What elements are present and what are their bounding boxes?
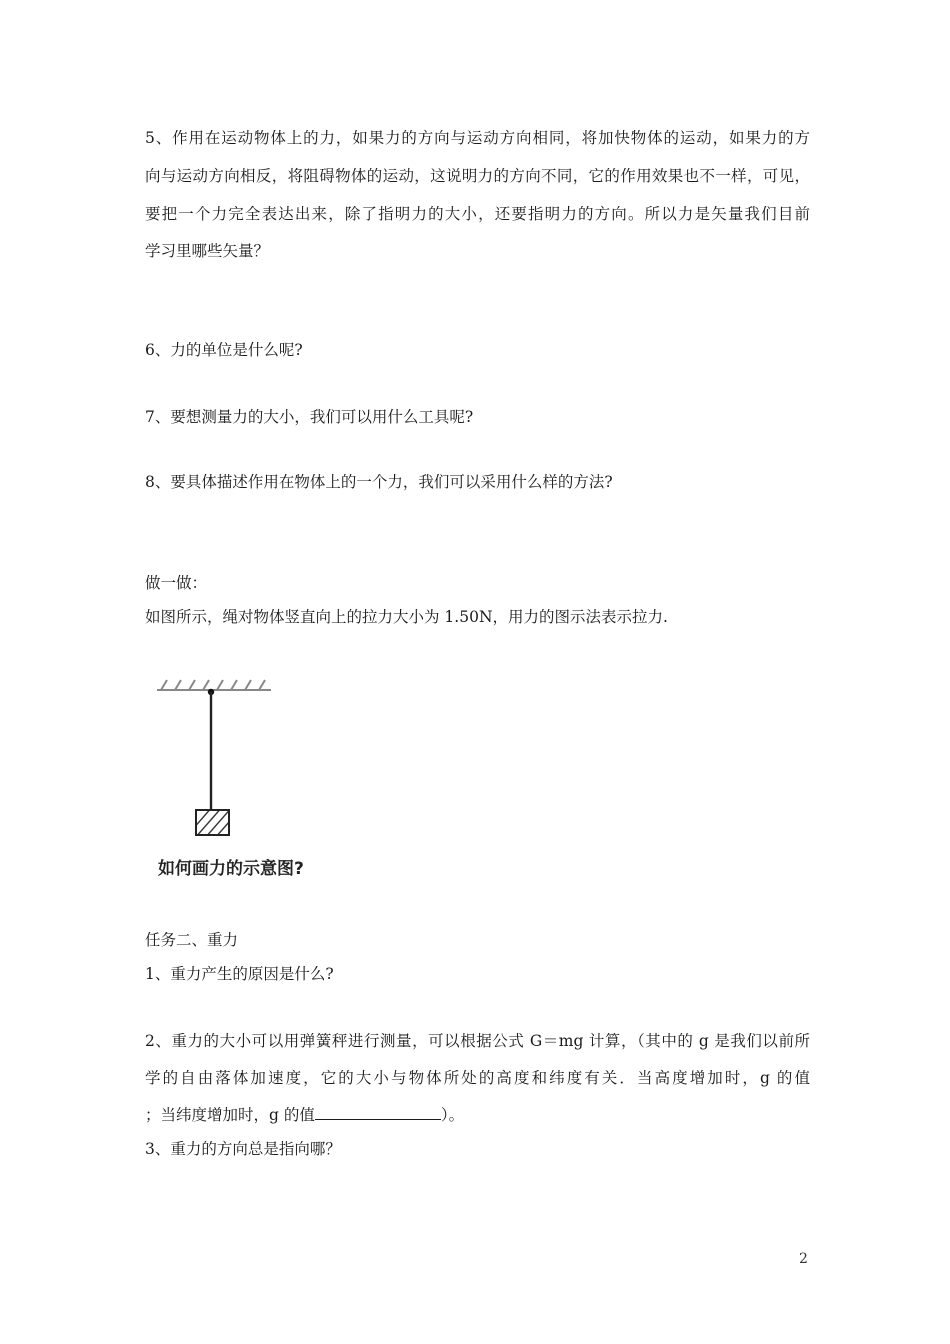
closing-paren: ）。: [440, 1106, 465, 1124]
task-2-question-2-line-3: [145, 1105, 464, 1125]
answer-blank[interactable]: [315, 1105, 441, 1120]
task-2-question-2-line-1: 2、重力的大小可以用弹簧秤进行测量，可以根据公式 G＝mg 计算，（其中的 g 是我们以前所: [145, 1032, 810, 1050]
question-6: 6、力的单位是什么呢?: [145, 341, 303, 359]
task-2-heading: 任务二、重力: [145, 931, 239, 949]
activity-text: 如图所示，绳对物体竖直向上的拉力大小为 1.50N，用力的图示法表示拉力.: [145, 608, 668, 626]
question-7: 7、要想测量力的大小，我们可以用什么工具呢?: [145, 408, 474, 426]
activity-heading: 做一做：: [145, 574, 208, 592]
block: [185, 806, 253, 838]
page-number: 2: [799, 1251, 808, 1267]
ceiling-hatch: [157, 680, 271, 690]
task-2-question-3: 3、重力的方向总是指向哪？: [145, 1140, 341, 1158]
figure-caption: 如何画力的示意图?: [158, 859, 304, 879]
task-2-question-1: 1、重力产生的原因是什么?: [145, 965, 334, 983]
question-5-line-4: 学习里哪些矢量？: [145, 242, 270, 260]
question-8: 8、要具体描述作用在物体上的一个力，我们可以采用什么样的方法?: [145, 473, 613, 491]
question-5-line-1: 5、作用在运动物体上的力，如果力的方向与运动方向相同，将加快物体的运动，如果力的方: [145, 129, 810, 147]
task-2-question-2-line-2: 学的自由落体加速度，它的大小与物体所处的高度和纬度有关．当高度增加时，g 的值: [145, 1069, 810, 1087]
question-5-line-2: 向与运动方向相反，将阻碍物体的运动，这说明力的方向不同，它的作用效果也不一样，可见，: [145, 167, 810, 185]
hanging-block-diagram: [145, 670, 345, 850]
gravity-latitude-text: ；当纬度增加时，g 的值: [145, 1106, 315, 1124]
question-5-line-3: 要把一个力完全表达出来，除了指明力的大小，还要指明力的方向。所以力是矢量我们目前: [145, 205, 810, 223]
